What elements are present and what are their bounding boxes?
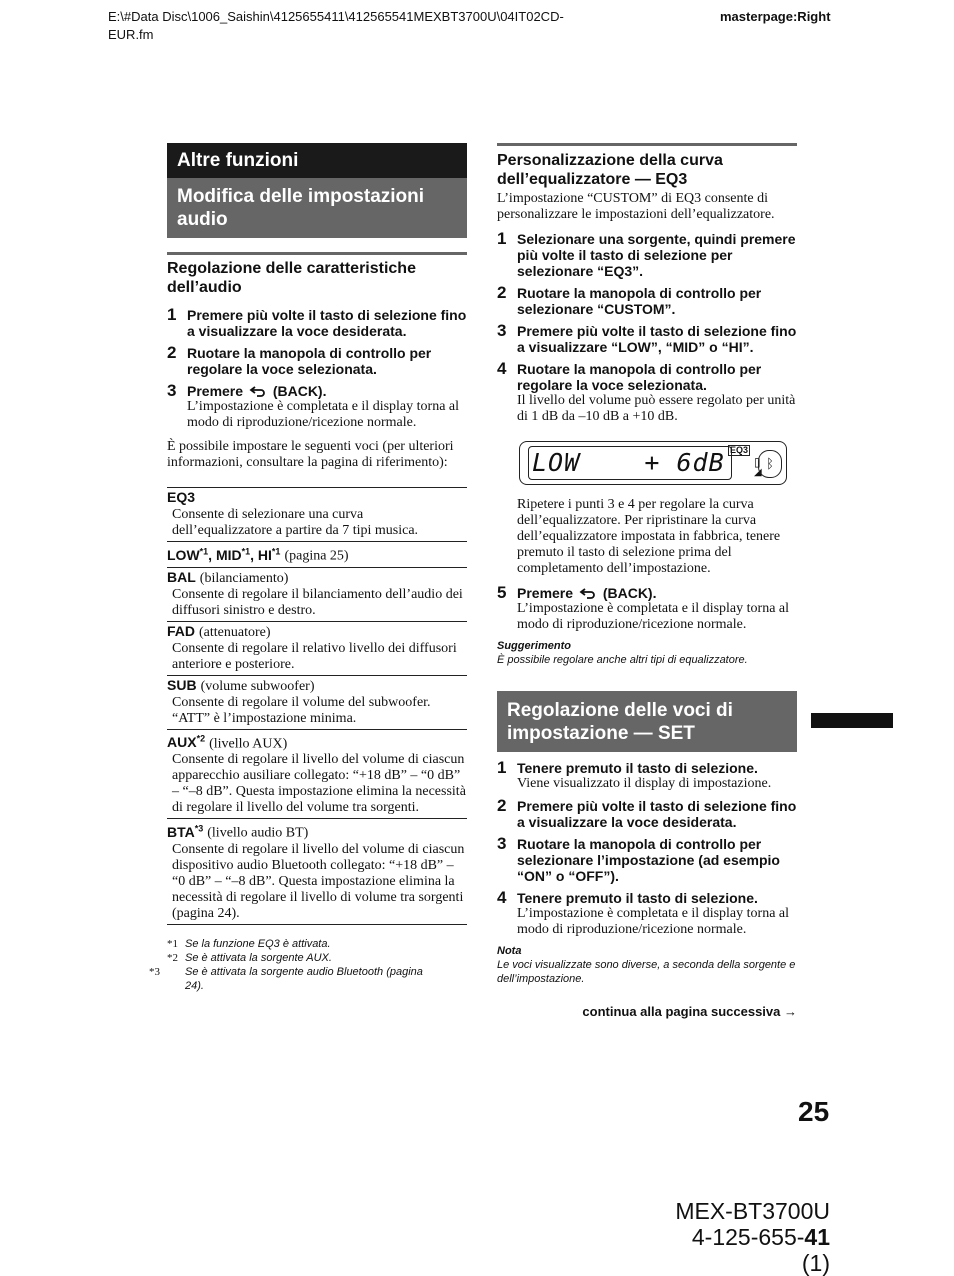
code-bold: 41 xyxy=(804,1224,830,1250)
step-number: 2 xyxy=(497,796,507,815)
lcd-display xyxy=(519,441,787,485)
step-1 xyxy=(167,307,467,339)
step-5 xyxy=(497,585,797,633)
step-number: 3 xyxy=(497,321,507,340)
step-2 xyxy=(167,345,467,377)
step-4 xyxy=(497,890,797,938)
step-text: Premere più volte il tasto di selezione fino a visualizzare la voce desiderata. xyxy=(187,307,467,339)
continue-text: continua alla pagina successiva → xyxy=(582,1004,797,1019)
table-row xyxy=(167,567,467,621)
row-desc: Consente di regolare il livello del volume di ciascun apparecchio ausiliare collegato: “+18 dB” – “0 dB” – “–8 dB”. Questa impostazione elimina la necessità di regolare il livello del volume tra sorgenti. xyxy=(172,752,466,816)
footnote-text: Se è attivata la sorgente audio Bluetooth (pagina 24). xyxy=(185,965,423,992)
row-key: BAL xyxy=(167,568,196,585)
step-3 xyxy=(167,383,467,431)
row-key: SUB xyxy=(167,676,197,693)
step-text-after: (BACK). xyxy=(602,585,657,601)
row-key: EQ3 xyxy=(167,489,196,505)
step-2 xyxy=(497,285,797,317)
subheading-block xyxy=(497,143,797,189)
steps-list-set xyxy=(497,760,797,938)
step-text-before: Premere xyxy=(517,585,574,601)
step-number: 3 xyxy=(167,381,177,400)
step-text: Ruotare la manopola di controllo per selezionare “CUSTOM”. xyxy=(517,285,762,317)
step-2 xyxy=(497,798,797,830)
intro-text: È possibile impostare le seguenti voci (per ulteriori informazioni, consultare la pagina di riferimento): xyxy=(167,439,454,470)
row-key: FAD xyxy=(167,622,195,639)
footnote-mark: *1 xyxy=(167,937,178,950)
settings-table xyxy=(167,487,467,925)
step-number: 4 xyxy=(497,888,507,907)
phone-icon: ▯ xyxy=(754,455,761,469)
product-code xyxy=(666,1224,830,1276)
step-number: 1 xyxy=(497,229,507,248)
page-number: 25 xyxy=(798,1096,830,1127)
table-row xyxy=(167,729,467,819)
step-note: L’impostazione è completata e il display torna al modo di riproduzione/ricezione normale. xyxy=(517,906,790,937)
row-key-note: (bilanciamento) xyxy=(199,570,289,586)
banner-title-set: Regolazione delle voci di impostazione — SET xyxy=(497,691,797,752)
step-note: Il livello del volume può essere regolato per unità di 1 dB da –10 dB a +10 dB. xyxy=(517,393,796,424)
banner-title: Modifica delle impostazioni audio xyxy=(167,178,467,238)
step-text: Ruotare la manopola di controllo per regolare la voce selezionata. xyxy=(187,345,432,377)
row-key: LOW$^{*1}$, MID$^{*1}$, HI$^{*1}$ xyxy=(167,546,281,563)
table-row xyxy=(167,621,467,675)
step-number: 2 xyxy=(167,343,177,362)
file-path-line2: EUR.fm xyxy=(108,27,154,42)
row-key-note: (attenuatore) xyxy=(199,624,271,640)
step-text: Tenere premuto il tasto di selezione. xyxy=(517,760,758,776)
eq3-badge: EQ3 xyxy=(730,445,749,455)
note-title: Nota xyxy=(497,945,522,957)
step-text-after: (BACK). xyxy=(272,383,327,399)
row-desc: Consente di regolare il bilanciamento dell’audio dei diffusori sinistro e destro. xyxy=(172,586,463,618)
table-row xyxy=(167,541,467,567)
step-4 xyxy=(497,361,797,425)
row-desc: Consente di regolare il volume del subwoofer. “ATT” è l’impostazione minima. xyxy=(172,694,431,726)
step-text-before: Premere xyxy=(187,383,244,399)
footnote-text: Se la funzione EQ3 è attivata. xyxy=(185,937,331,950)
step-text xyxy=(517,585,797,601)
row-key-note: (pagina 25) xyxy=(284,548,349,564)
thumb-tab xyxy=(811,713,893,728)
after-display-text: Ripetere i punti 3 e 4 per regolare la curva dell’equalizzatore. Per ripristinare la curva dell’equalizzatore impostata in fabbrica, tenere premuto il tasto di selezione prima del completamento dell’impostazione. xyxy=(517,497,781,576)
file-path xyxy=(108,8,564,44)
right-column xyxy=(497,143,797,1019)
step-number: 5 xyxy=(497,583,507,602)
footnote xyxy=(149,965,435,993)
footnote-mark: *3 xyxy=(149,965,160,978)
left-column xyxy=(149,143,467,993)
note xyxy=(497,944,797,986)
lcd-text: LOW + 6dB xyxy=(532,448,725,477)
intro-text: L’impostazione “CUSTOM” di EQ3 consente di personalizzare le impostazioni dell’equalizzatore. xyxy=(497,191,775,222)
back-icon xyxy=(249,385,267,397)
row-desc: Consente di regolare il relativo livello dei diffusori anteriore e posteriore. xyxy=(172,640,457,672)
subheading: Personalizzazione della curva dell’equalizzatore — EQ3 xyxy=(497,152,723,188)
step-text: Premere più volte il tasto di selezione fino a visualizzare la voce desiderata. xyxy=(517,798,797,830)
model-block xyxy=(666,1198,830,1276)
step-1 xyxy=(497,760,797,792)
step-text: Tenere premuto il tasto di selezione. xyxy=(517,890,758,906)
tip-title: Suggerimento xyxy=(497,640,571,652)
step-1 xyxy=(497,231,797,279)
step-number: 1 xyxy=(497,758,507,777)
step-text: Selezionare una sorgente, quindi premere più volte il tasto di selezione per selezionare “EQ3”. xyxy=(517,231,796,279)
row-key-note: (volume subwoofer) xyxy=(200,678,315,694)
step-text: Ruotare la manopola di controllo per regolare la voce selezionata. xyxy=(517,361,762,393)
code-suffix: (1) xyxy=(801,1250,830,1276)
file-path-line1: E:\#Data Disc\1006_Saishin\4125655411\412565541MEXBT3700U\04IT02CD- xyxy=(108,9,564,24)
step-note: L’impostazione è completata e il display torna al modo di riproduzione/ricezione normale. xyxy=(517,601,790,632)
step-number: 4 xyxy=(497,359,507,378)
step-note: L’impostazione è completata e il display torna al modo di riproduzione/ricezione normale. xyxy=(187,399,460,430)
step-note: Viene visualizzato il display di impostazione. xyxy=(517,776,772,791)
section-title: Altre funzioni xyxy=(167,143,467,178)
row-desc: Consente di regolare il livello del volume di ciascun dispositivo audio Bluetooth collegato: “+18 dB” – “0 dB” – “–8 dB”. Questa impostazione elimina la necessità di regolare il livello di volume tra sorgenti (pagina 24). xyxy=(172,841,465,921)
step-number: 3 xyxy=(497,834,507,853)
steps-list xyxy=(167,307,467,431)
masterpage-label: masterpage:Right xyxy=(720,9,831,24)
table-row xyxy=(167,487,467,541)
back-icon xyxy=(579,587,597,599)
signal-icon: ◢ xyxy=(754,467,762,478)
step-text: Premere più volte il tasto di selezione fino a visualizzare “LOW”, “MID” o “HI”. xyxy=(517,323,797,355)
step-3 xyxy=(497,323,797,355)
row-key: BTA$^{*3}$ xyxy=(167,823,204,840)
step-text xyxy=(187,383,467,399)
footnotes xyxy=(149,937,467,993)
footnote xyxy=(167,937,467,951)
table-row xyxy=(167,818,467,924)
model-name: MEX-BT3700U xyxy=(675,1198,830,1224)
note-text: Le voci visualizzate sono diverse, a seconda della sorgente e dell’impostazione. xyxy=(497,959,796,985)
row-key: AUX$^{*2}$ xyxy=(167,733,206,751)
code-prefix: 4-125-655- xyxy=(691,1224,805,1250)
footnote xyxy=(167,951,467,965)
subheading: Regolazione delle caratteristiche dell’audio xyxy=(167,260,416,296)
row-key-note: (livello AUX) xyxy=(209,736,288,752)
footnote-text: Se è attivata la sorgente AUX. xyxy=(185,951,332,964)
steps-list xyxy=(497,231,797,425)
subheading-block xyxy=(167,252,467,297)
tip xyxy=(497,639,797,667)
step-number: 1 xyxy=(167,305,177,324)
row-key-note: (livello audio BT) xyxy=(207,825,309,841)
footnote-mark: *2 xyxy=(167,951,178,964)
step-text: Ruotare la manopola di controllo per selezionare l’impostazione (ad esempio “ON” o “OFF”). xyxy=(517,836,780,884)
row-desc: Consente di selezionare una curva dell’equalizzatore a partire da 7 tipi musica. xyxy=(172,507,419,538)
bluetooth-icon: ᛒ xyxy=(758,450,782,478)
tip-text: È possibile regolare anche altri tipi di equalizzatore. xyxy=(497,654,748,666)
step-number: 2 xyxy=(497,283,507,302)
step-3 xyxy=(497,836,797,884)
table-row xyxy=(167,675,467,729)
